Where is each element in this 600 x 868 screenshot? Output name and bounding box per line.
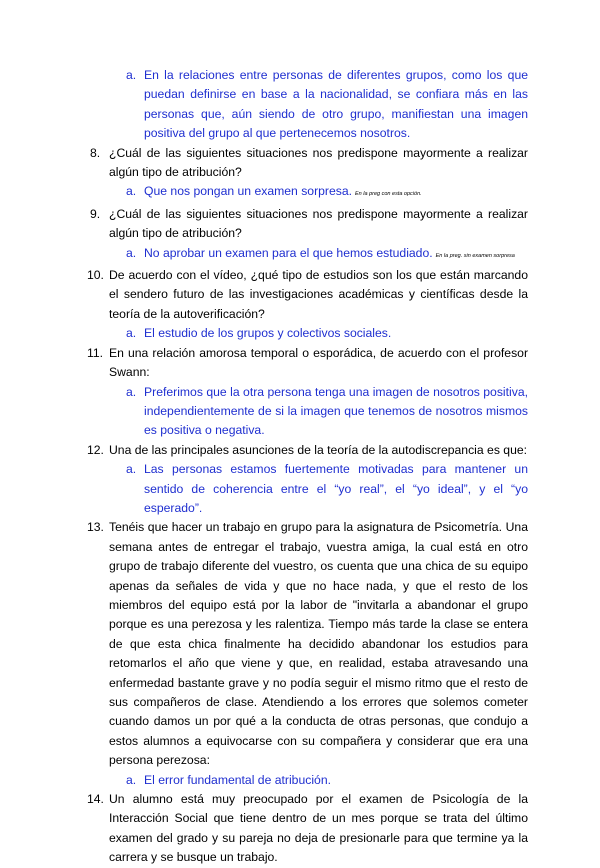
answer-letter: a. xyxy=(126,384,137,399)
question-item xyxy=(90,144,528,183)
question-number: 9. xyxy=(90,206,101,221)
question-item xyxy=(87,518,528,770)
answer-letter: a. xyxy=(126,245,137,260)
answer-item xyxy=(90,771,528,790)
answer-note: En la preg. sin examen sorpresa xyxy=(435,252,515,259)
question-text: Un alumno está muy preocupado por el examen de Psicología de la Interacción Social que tiene dentro de un mes porque se trata del último examen del grado y su pareja no deja de presionarle para que termine ya la carrera y se busque un trabajo. xyxy=(109,792,528,865)
answer-text: Que nos pongan un examen sorpresa. xyxy=(144,184,353,199)
answer-letter: a. xyxy=(126,184,137,199)
answer-text: El error fundamental de atribución. xyxy=(144,772,331,787)
answer-letter: a. xyxy=(126,68,137,82)
answer-text: Preferimos que la otra persona tenga una imagen de nosotros positiva, independientemente de si la imagen que tenemos de nosotros mismos es positiva o negativa. xyxy=(144,384,528,438)
answer-letter: a. xyxy=(126,462,137,477)
question-number: 8. xyxy=(90,145,101,160)
question-text: ¿Cuál de las siguientes situaciones nos predispone mayormente a realizar algún tipo de atribución? xyxy=(109,206,528,241)
question-number: 13. xyxy=(87,520,104,535)
question-number: 10. xyxy=(87,268,104,283)
question-item xyxy=(87,266,528,324)
answer-item xyxy=(90,324,528,343)
question-list xyxy=(87,66,528,868)
question-item xyxy=(87,790,528,868)
question-text: En una relación amorosa temporal o esporádica, de acuerdo con el profesor Swann: xyxy=(109,345,528,380)
question-number: 11. xyxy=(87,345,104,360)
answer-item xyxy=(90,460,528,518)
answer-text: El estudio de los grupos y colectivos sociales. xyxy=(144,326,392,341)
question-number: 12. xyxy=(87,442,104,457)
answer-letter: a. xyxy=(126,772,137,787)
answer-item xyxy=(90,182,528,204)
answer-item xyxy=(90,244,528,266)
answer-item xyxy=(90,383,528,441)
answer-item xyxy=(90,66,528,144)
question-number: 14. xyxy=(87,792,104,807)
answer-text: En la relaciones entre personas de diferentes grupos, como los que puedan definirse en base a la nacionalidad, se confiara más en las personas que, aún siendo de otro grupo, manifiestan una imagen positiva del grupo al que pertenecemos nosotros. xyxy=(144,68,528,141)
answer-note: En la preg con esta opción. xyxy=(355,191,422,198)
question-item xyxy=(87,441,528,460)
answer-letter: a. xyxy=(126,326,137,341)
answer-text: No aprobar un examen para el que hemos estudiado. xyxy=(144,245,433,260)
question-item xyxy=(87,344,528,383)
question-text: De acuerdo con el vídeo, ¿qué tipo de estudios son los que están marcando el sendero futuro de las investigaciones académicas y científicas desde la teoría de la autoverificación? xyxy=(109,268,528,321)
question-text: Tenéis que hacer un trabajo en grupo para la asignatura de Psicometría. Una semana antes de entregar el trabajo, vuestra amiga, la cual está en otro grupo de trabajo diferente del vuestro, os cuenta que una chica de su equipo apenas da señales de vida y que no hace nada, y que el resto de los miembros del equipo está por la labor de "invitarla a abandonar el grupo porque es una perezosa y les ralentiza. Tiempo más tarde la clase se entera de que esta chica finalmente ha decidido abandonar los estudios para retomarlos el año que viene y que, en realidad, estaba atravesando una enfermedad bastante grave y no podía seguir el mismo ritmo que el resto de sus compañeros de clase. Atendiendo a los errores que solemos cometer cuando damos un por qué a la conducta de otras personas, que condujo a estos alumnos a equivocarse con su compañera y considerar que era una persona perezosa: xyxy=(109,520,528,768)
question-text: Una de las principales asunciones de la teoría de la autodiscrepancia es que: xyxy=(109,442,528,457)
question-item xyxy=(90,205,528,244)
answer-text: Las personas estamos fuertemente motivadas para mantener un sentido de coherencia entre el “yo real”, el “yo ideal”, y el “yo esperado”. xyxy=(144,462,528,515)
question-text: ¿Cuál de las siguientes situaciones nos predispone mayormente a realizar algún tipo de atribución? xyxy=(109,145,528,180)
